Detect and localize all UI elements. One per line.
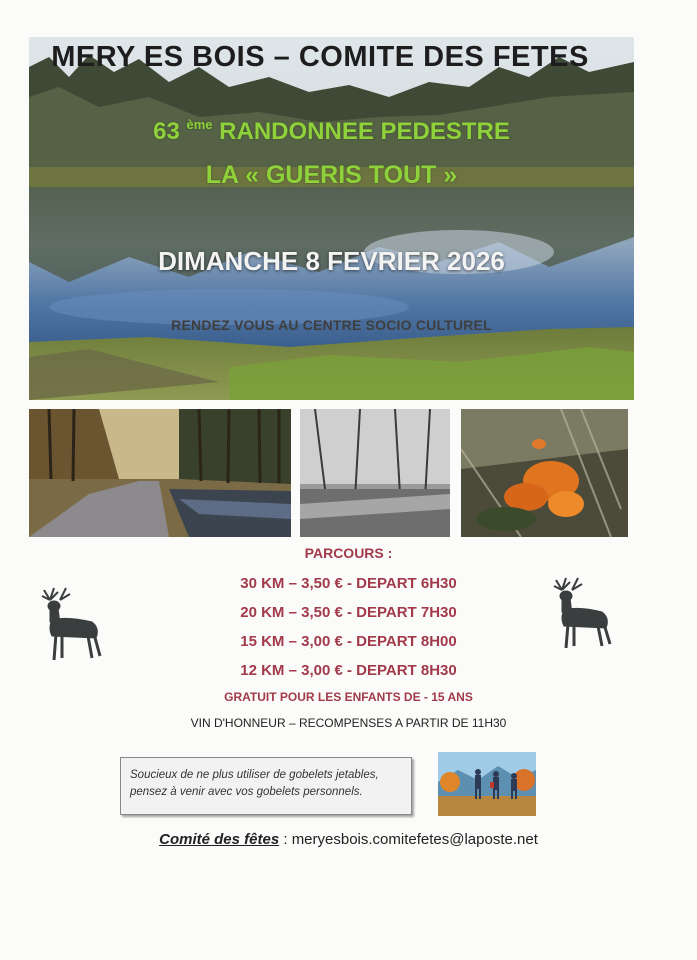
deer-icon: [36, 586, 106, 662]
page-title: MERY ES BOIS – COMITE DES FETES: [51, 41, 589, 73]
cups-note-line2: pensez à venir avec vos gobelets personnels.: [130, 786, 363, 798]
route-15km: 15 KM – 3,00 € - DEPART 8H00: [240, 633, 457, 650]
edition-suffix: ème: [186, 117, 213, 132]
photo-forest-path: [29, 409, 291, 537]
contact-label: Comité des fêtes: [159, 831, 280, 848]
route-30km: 30 KM – 3,50 € - DEPART 6H30: [240, 575, 457, 592]
hero-banner: [29, 37, 634, 400]
honneur-note: VIN D'HONNEUR – RECOMPENSES A PARTIR DE 11H30: [190, 716, 507, 730]
event-name: [29, 117, 634, 146]
photo-orange-mushroom: [461, 409, 628, 537]
event-venue: RENDEZ VOUS AU CENTRE SOCIO CULTUREL: [171, 317, 492, 333]
edition-number: 63: [153, 118, 180, 145]
event-name-text: RANDONNEE PEDESTRE: [219, 118, 510, 145]
event-nickname: LA « GUERIS TOUT »: [205, 161, 458, 189]
deer-icon: [548, 576, 616, 652]
parcours-heading: PARCOURS :: [304, 545, 393, 561]
route-20km: 20 KM – 3,50 € - DEPART 7H30: [240, 604, 457, 621]
contact-email[interactable]: meryesbois.comitefetes@laposte.net: [291, 831, 538, 848]
children-free-note: GRATUIT POUR LES ENFANTS DE - 15 ANS: [224, 690, 473, 704]
hero-lake-photo: [29, 37, 634, 400]
route-12km: 12 KM – 3,00 € - DEPART 8H30: [240, 662, 457, 679]
event-date: DIMANCHE 8 FEVRIER 2026: [158, 246, 505, 276]
contact-separator: :: [279, 831, 292, 848]
cups-note-line1: Soucieux de ne plus utiliser de gobelets jetables,: [130, 769, 379, 781]
contact-line: [0, 831, 697, 848]
photo-frosty-swamp: [300, 409, 450, 537]
hikers-illustration: [438, 752, 536, 816]
cups-note-box: [120, 757, 412, 815]
